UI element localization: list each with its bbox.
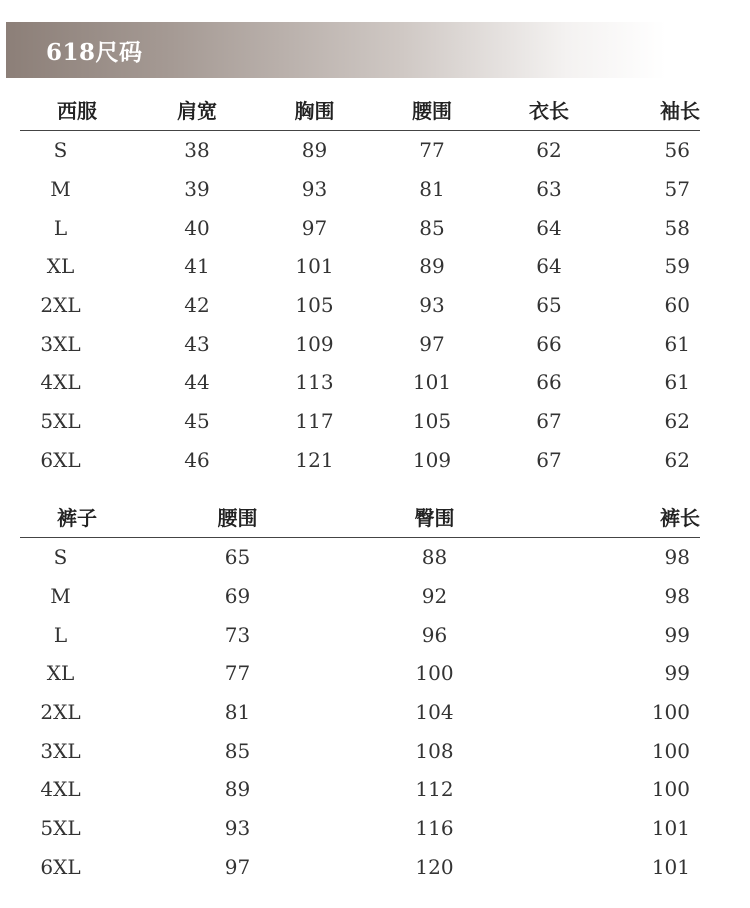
suit-table-row xyxy=(20,131,700,170)
suit-size-cell: S xyxy=(53,138,68,163)
suit-table-header-row xyxy=(20,88,700,131)
suit-table-body xyxy=(20,131,700,480)
suit-value-cell: 64 xyxy=(536,215,562,240)
pants-size-cell: M xyxy=(50,584,71,609)
pants-size-cell: L xyxy=(53,622,68,647)
pants-value-cell: 100 xyxy=(651,738,690,763)
suit-size-cell: L xyxy=(53,215,68,240)
suit-table-row xyxy=(20,247,700,286)
pants-value-cell: 112 xyxy=(415,777,454,802)
suit-header-cell: 肩宽 xyxy=(177,98,217,123)
pants-size-cell: 2XL xyxy=(40,700,81,725)
suit-value-cell: 57 xyxy=(664,177,690,202)
suit-size-cell: 5XL xyxy=(40,409,81,434)
suit-value-cell: 62 xyxy=(536,138,562,163)
pants-value-cell: 108 xyxy=(415,738,454,763)
suit-value-cell: 67 xyxy=(536,409,562,434)
title-banner xyxy=(6,22,666,78)
suit-value-cell: 38 xyxy=(184,138,210,163)
suit-table-row xyxy=(20,208,700,247)
pants-value-cell: 89 xyxy=(224,777,251,802)
pants-size-cell: 6XL xyxy=(40,854,81,879)
pants-size-table xyxy=(20,495,700,886)
pants-value-cell: 101 xyxy=(651,854,690,879)
suit-size-cell: 2XL xyxy=(40,293,81,318)
suit-value-cell: 63 xyxy=(536,177,562,202)
suit-value-cell: 97 xyxy=(419,331,445,356)
pants-value-cell: 93 xyxy=(224,816,251,841)
suit-value-cell: 42 xyxy=(184,293,210,318)
pants-table-row xyxy=(20,809,700,848)
suit-value-cell: 85 xyxy=(419,215,445,240)
pants-size-cell: 5XL xyxy=(40,816,81,841)
pants-value-cell: 92 xyxy=(421,584,448,609)
suit-table-row xyxy=(20,286,700,325)
suit-value-cell: 101 xyxy=(295,254,334,279)
suit-value-cell: 64 xyxy=(536,254,562,279)
suit-value-cell: 39 xyxy=(184,177,210,202)
suit-value-cell: 67 xyxy=(536,447,562,472)
pants-table-row xyxy=(20,538,700,577)
suit-header-cell: 腰围 xyxy=(412,98,452,123)
suit-value-cell: 89 xyxy=(419,254,445,279)
suit-value-cell: 46 xyxy=(184,447,210,472)
suit-value-cell: 81 xyxy=(419,177,445,202)
pants-value-cell: 116 xyxy=(415,816,454,841)
pants-table-row xyxy=(20,615,700,654)
pants-value-cell: 81 xyxy=(224,700,251,725)
pants-table-row xyxy=(20,577,700,616)
suit-value-cell: 61 xyxy=(664,331,690,356)
suit-value-cell: 117 xyxy=(295,409,334,434)
pants-value-cell: 100 xyxy=(651,700,690,725)
pants-table-row xyxy=(20,770,700,809)
suit-header-cell: 袖长 xyxy=(660,98,700,123)
suit-value-cell: 93 xyxy=(301,177,328,202)
pants-value-cell: 69 xyxy=(224,584,251,609)
suit-size-table xyxy=(20,88,700,479)
suit-value-cell: 41 xyxy=(184,254,210,279)
pants-table-row xyxy=(20,731,700,770)
pants-value-cell: 98 xyxy=(664,584,690,609)
suit-table-row xyxy=(20,402,700,441)
pants-value-cell: 101 xyxy=(651,816,690,841)
pants-table-row xyxy=(20,848,700,887)
suit-value-cell: 97 xyxy=(301,215,328,240)
suit-value-cell: 109 xyxy=(295,331,334,356)
pants-value-cell: 85 xyxy=(224,738,251,763)
pants-header-cell: 裤长 xyxy=(660,505,700,530)
pants-value-cell: 88 xyxy=(421,545,448,570)
suit-size-cell: 3XL xyxy=(40,331,81,356)
suit-table-row xyxy=(20,441,700,480)
pants-value-cell: 96 xyxy=(421,622,448,647)
pants-value-cell: 104 xyxy=(415,700,454,725)
suit-value-cell: 105 xyxy=(412,409,452,434)
pants-size-cell: 4XL xyxy=(40,777,81,802)
pants-value-cell: 73 xyxy=(224,622,251,647)
suit-value-cell: 77 xyxy=(419,138,445,163)
pants-value-cell: 98 xyxy=(664,545,690,570)
page-title: 618尺码 xyxy=(46,39,143,66)
suit-value-cell: 66 xyxy=(536,370,562,395)
pants-header-cell: 臀围 xyxy=(414,505,455,530)
pants-value-cell: 99 xyxy=(664,661,690,686)
suit-value-cell: 58 xyxy=(664,215,690,240)
suit-value-cell: 65 xyxy=(536,293,562,318)
pants-value-cell: 65 xyxy=(224,545,251,570)
pants-header-cell: 腰围 xyxy=(217,505,258,530)
suit-size-cell: XL xyxy=(46,254,75,279)
suit-value-cell: 62 xyxy=(664,409,690,434)
suit-value-cell: 60 xyxy=(664,293,690,318)
suit-value-cell: 93 xyxy=(419,293,445,318)
suit-header-cell: 衣长 xyxy=(529,98,569,123)
pants-size-cell: S xyxy=(53,545,68,570)
pants-value-cell: 77 xyxy=(224,661,251,686)
suit-value-cell: 89 xyxy=(301,138,328,163)
suit-value-cell: 59 xyxy=(664,254,690,279)
suit-value-cell: 113 xyxy=(295,370,334,395)
suit-header-cell: 西服 xyxy=(57,98,97,123)
suit-value-cell: 101 xyxy=(412,370,452,395)
suit-size-cell: 4XL xyxy=(40,370,81,395)
suit-value-cell: 62 xyxy=(664,447,690,472)
suit-table-row xyxy=(20,363,700,402)
pants-table-header-row xyxy=(20,495,700,538)
pants-value-cell: 97 xyxy=(224,854,251,879)
suit-value-cell: 66 xyxy=(536,331,562,356)
suit-value-cell: 45 xyxy=(184,409,210,434)
pants-value-cell: 100 xyxy=(415,661,454,686)
pants-table-row xyxy=(20,654,700,693)
suit-value-cell: 40 xyxy=(184,215,210,240)
suit-table-row xyxy=(20,170,700,209)
pants-size-cell: XL xyxy=(46,661,75,686)
pants-value-cell: 100 xyxy=(651,777,690,802)
pants-size-cell: 3XL xyxy=(40,738,81,763)
suit-value-cell: 43 xyxy=(184,331,210,356)
pants-value-cell: 120 xyxy=(415,854,454,879)
suit-size-cell: 6XL xyxy=(40,447,81,472)
suit-value-cell: 109 xyxy=(412,447,452,472)
suit-value-cell: 121 xyxy=(295,447,334,472)
suit-header-cell: 胸围 xyxy=(294,98,335,123)
suit-value-cell: 105 xyxy=(295,293,334,318)
suit-size-cell: M xyxy=(50,177,71,202)
suit-value-cell: 44 xyxy=(184,370,210,395)
suit-table-row xyxy=(20,324,700,363)
pants-value-cell: 99 xyxy=(664,622,690,647)
suit-value-cell: 56 xyxy=(664,138,690,163)
suit-value-cell: 61 xyxy=(664,370,690,395)
pants-header-cell: 裤子 xyxy=(57,505,97,530)
pants-table-body xyxy=(20,538,700,887)
pants-table-row xyxy=(20,693,700,732)
